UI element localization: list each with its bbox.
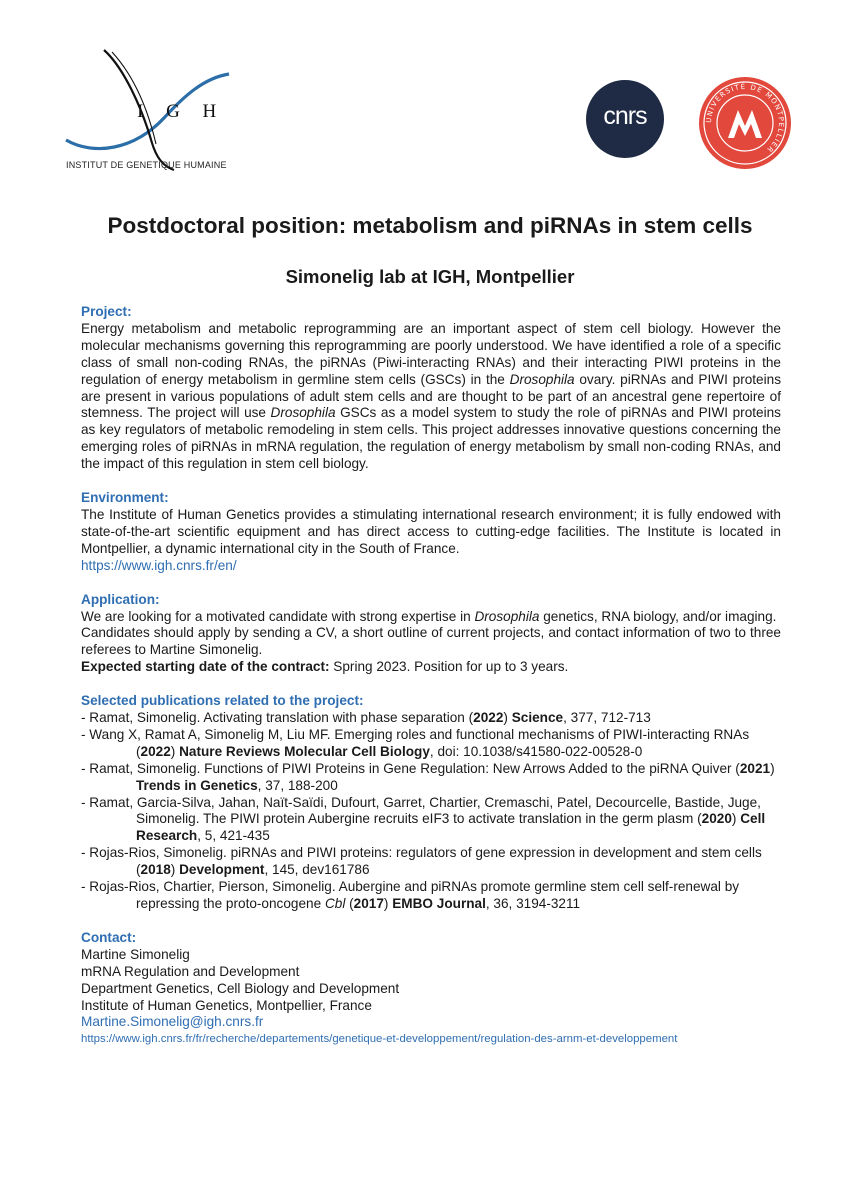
cnrs-logo bbox=[586, 80, 664, 158]
contact-team: mRNA Regulation and Development bbox=[81, 963, 300, 979]
publication-list bbox=[81, 710, 781, 913]
publication-item: - Wang X, Ramat A, Simonelig M, Liu MF. Emerging roles and functional mechanisms of PIWI-interacting RNAs (2022) Nature Reviews Molecular Cell Biology, doi: 10.1038/s41580-022-00528-0 bbox=[81, 726, 750, 759]
team-page-link[interactable]: https://www.igh.cnrs.fr/fr/recherche/departements/genetique-et-developpement/regulation-des-arnm-et-developpement bbox=[81, 1033, 678, 1046]
contact-name: Martine Simonelig bbox=[81, 946, 190, 962]
application-instructions: Candidates should apply by sending a CV, a short outline of current projects, and contact information of two to three referees to Martine Simonelig. bbox=[81, 625, 781, 658]
contact-heading: Contact: bbox=[81, 929, 137, 945]
project-heading: Project: bbox=[81, 304, 132, 319]
publication-item: - Ramat, Garcia-Silva, Jahan, Naït-Saïdi, Dufourt, Garret, Chartier, Cremaschi, Patel, Decourcelle, Bastide, Juge, Simonelig. The PIWI protein Aubergine recruits eIF3 to activate translation in the germ plasm (2020) Cell Research, 5, 421-435 bbox=[81, 794, 766, 844]
publications-section bbox=[81, 693, 781, 913]
application-text-part: We are looking for a motivated candidate with strong expertise in bbox=[81, 608, 475, 624]
species-name: Drosophila bbox=[509, 371, 575, 387]
publication-item: - Ramat, Simonelig. Activating translation with phase separation (2022) Science, 377, 712-713 bbox=[81, 710, 651, 726]
environment-text: The Institute of Human Genetics provides a stimulating international research environment; it is fully endowed with state-of-the-art scientific equipment and has direct access to cutting-edge facilities. The Institute is located in Montpellier, a dynamic international city in the South of France. bbox=[81, 506, 781, 556]
application-text bbox=[81, 609, 781, 626]
contact-department: Department Genetics, Cell Biology and Development bbox=[81, 980, 400, 996]
start-date-line bbox=[81, 659, 781, 676]
species-name: Drosophila bbox=[270, 405, 336, 421]
project-text-part: ovary. piRNAs and PIWI proteins are present in various populations of adult stem cells and are thought to be part of an ancestral gene repertoire of stemness. The project will use bbox=[81, 371, 781, 421]
project-section bbox=[81, 304, 781, 473]
um-ring-text: UNIVERSITÉ DE MONTPELLIER bbox=[704, 82, 786, 155]
project-text-part: GSCs as a model system to study the role of piRNAs and PIWI proteins as key regulators of metabolic remodeling in stem cells. This project addresses innovative questions concerning the emerging roles of piRNAs in mRNA regulation, the regulation of energy metabolism by small non-coding RNAs, and the impact of this regulation in stem cell biology. bbox=[81, 405, 781, 472]
start-date-label: Expected starting date of the contract: bbox=[81, 659, 330, 675]
publications-heading: Selected publications related to the project: bbox=[81, 693, 364, 709]
igh-logo-letters: I G H bbox=[137, 101, 226, 122]
page-title: Postdoctoral position: metabolism and piRNAs in stem cells bbox=[107, 213, 753, 238]
start-date-value: Spring 2023. Position for up to 3 years. bbox=[329, 659, 569, 675]
cnrs-logo-text: cnrs bbox=[603, 102, 647, 130]
project-text bbox=[81, 321, 781, 473]
application-heading: Application: bbox=[81, 591, 160, 607]
main-content bbox=[81, 304, 781, 1048]
contact-institute: Institute of Human Genetics, Montpellier, France bbox=[81, 997, 372, 1013]
publication-item: - Rojas-Rios, Simonelig. piRNAs and PIWI proteins: regulators of gene expression in development and stem cells (2018) Development, 145, dev161786 bbox=[81, 845, 762, 878]
publication-item: - Ramat, Simonelig. Functions of PIWI Proteins in Gene Regulation: New Arrows Added to the piRNA Quiver (2021) Trends in Genetics, 37, 188-200 bbox=[81, 760, 775, 793]
universite-montpellier-logo bbox=[698, 76, 792, 170]
species-name: Drosophila bbox=[474, 608, 540, 624]
application-text-part: genetics, RNA biology, and/or imaging. bbox=[539, 608, 777, 624]
page-subtitle: Simonelig lab at IGH, Montpellier bbox=[285, 266, 575, 287]
application-section bbox=[81, 592, 781, 677]
contact-email-link[interactable]: Martine.Simonelig@igh.cnrs.fr bbox=[81, 1014, 264, 1030]
igh-website-link[interactable]: https://www.igh.cnrs.fr/en/ bbox=[81, 557, 237, 573]
igh-logo-subtitle: INSTITUT DE GENETIQUE HUMAINE bbox=[66, 160, 227, 170]
environment-section bbox=[81, 490, 781, 575]
environment-heading: Environment: bbox=[81, 490, 169, 506]
project-text-part: Energy metabolism and metabolic reprogramming are an important aspect of stem cell biology. However the molecular mechanisms governing this reprogramming are poorly understood. We have identified a role of a specific class of small non-coding RNAs, the piRNAs (Piwi-interacting RNAs) and their interacting PIWI proteins in the regulation of energy metabolism in germline stem cells (GSCs) in the bbox=[81, 320, 781, 387]
publication-item: - Rojas-Rios, Chartier, Pierson, Simonelig. Aubergine and piRNAs promote germline stem cell self-renewal by repressing the proto-oncogene Cbl (2017) EMBO Journal, 36, 3194-3211 bbox=[81, 879, 740, 911]
contact-section bbox=[81, 930, 781, 1048]
